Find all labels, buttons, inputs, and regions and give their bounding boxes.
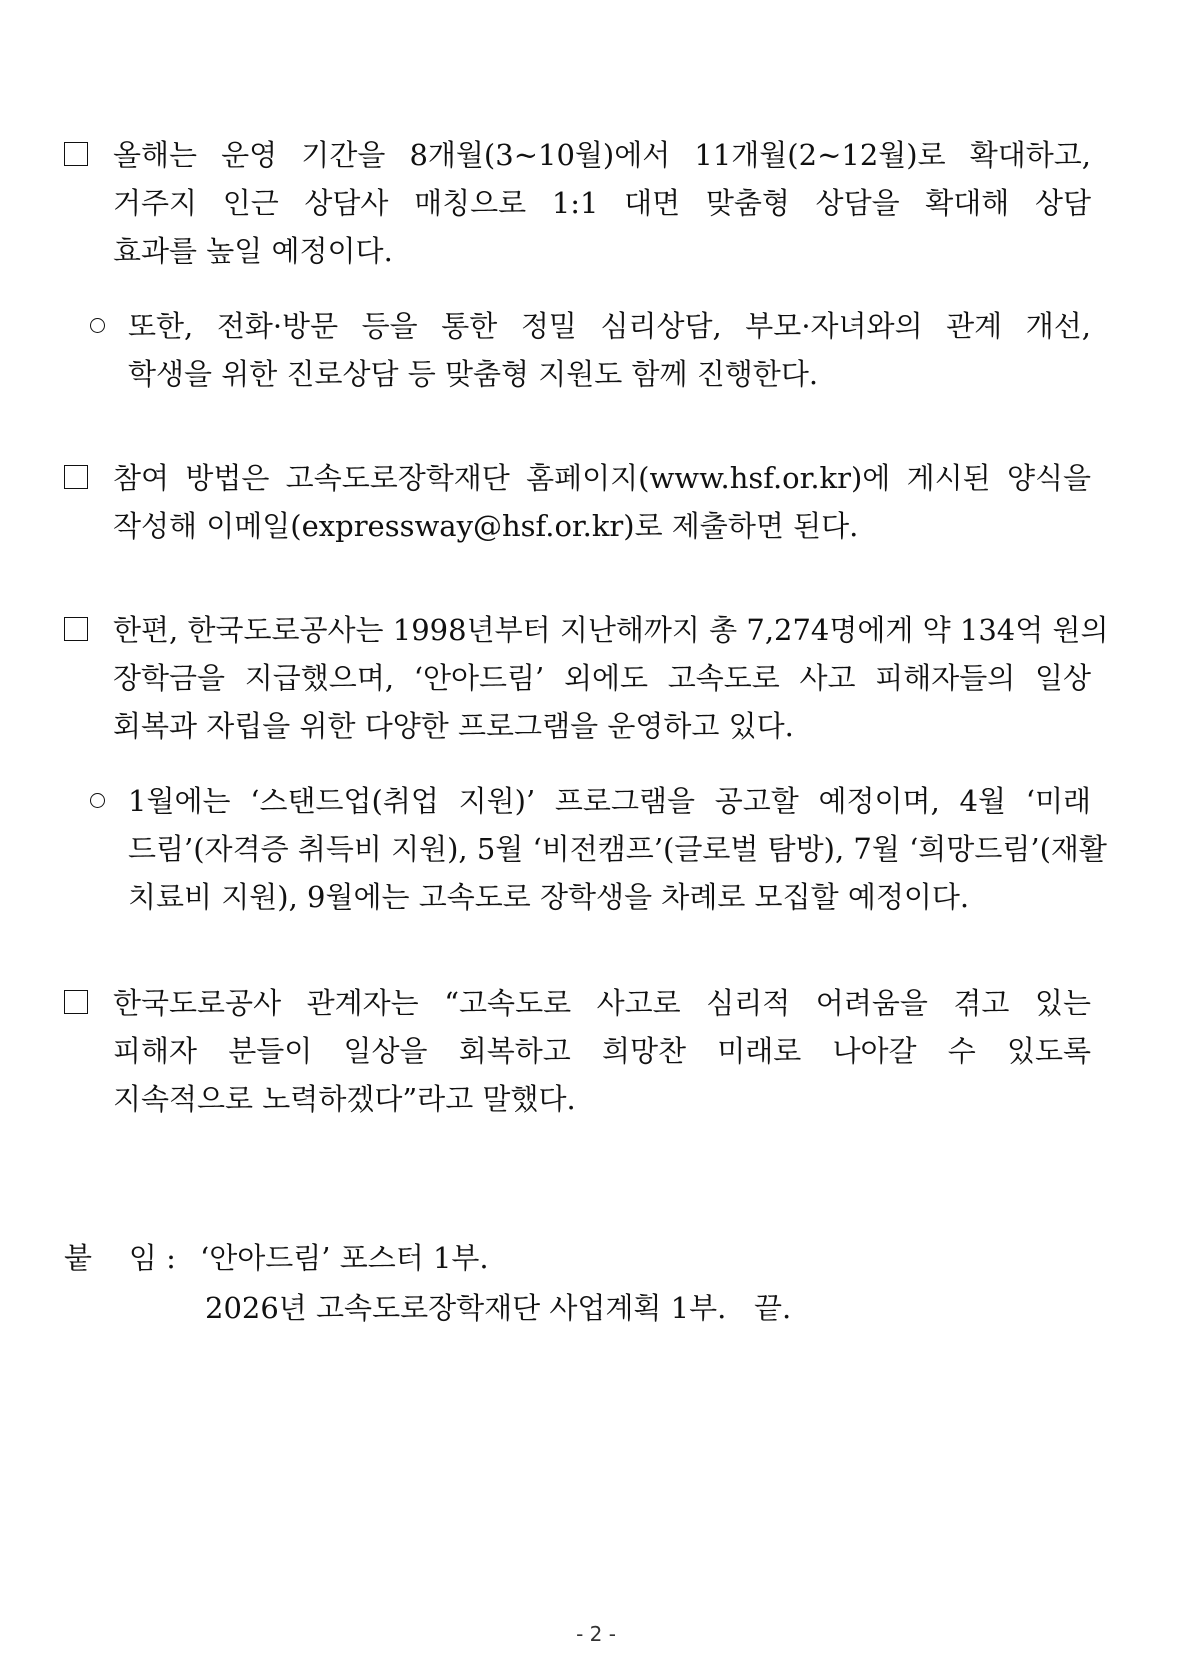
sub-paragraph-line: 1월에는 ‘스탠드업(취업 지원)’ 프로그램을 공고할 예정이며, 4월 ‘미래 — [128, 784, 1091, 818]
paragraph-line: 효과를 높일 예정이다. — [113, 234, 393, 268]
attachment-item: 2026년 고속도로장학재단 사업계획 1부. 끝. — [205, 1291, 792, 1325]
attachment-item: ‘안아드림’ 포스터 1부. — [200, 1241, 489, 1275]
paragraph-line: 거주지 인근 상담사 매칭으로 1:1 대면 맞춤형 상담을 확대해 상담 — [113, 186, 1091, 220]
paragraph-line: 참여 방법은 고속도로장학재단 홈페이지(www.hsf.or.kr)에 게시된 양식을 — [113, 461, 1091, 495]
sub-paragraph-line: 학생을 위한 진로상담 등 맞춤형 지원도 함께 진행한다. — [128, 357, 819, 391]
page-number: - 2 - — [576, 1622, 616, 1646]
sub-paragraph-line: 치료비 지원), 9월에는 고속도로 장학생을 차례로 모집할 예정이다. — [128, 880, 970, 914]
paragraph-line: 한국도로공사 관계자는 “고속도로 사고로 심리적 어려움을 겪고 있는 — [113, 986, 1091, 1020]
paragraph-line: 올해는 운영 기간을 8개월(3~10월)에서 11개월(2~12월)로 확대하고, — [113, 138, 1091, 172]
sub-paragraph-line: 또한, 전화·방문 등을 통한 정밀 심리상담, 부모·자녀와의 관계 개선, — [128, 309, 1091, 343]
paragraph-line: 회복과 자립을 위한 다양한 프로그램을 운영하고 있다. — [113, 709, 794, 743]
paragraph-line: 장학금을 지급했으며, ‘안아드림’ 외에도 고속도로 사고 피해자들의 일상 — [113, 661, 1091, 695]
paragraph-line: 한편, 한국도로공사는 1998년부터 지난해까지 총 7,274명에게 약 134억 원의 — [113, 613, 1109, 647]
sub-paragraph-line: 드림’(자격증 취득비 지원), 5월 ‘비전캠프’(글로벌 탐방), 7월 ‘희망드림’(재활 — [128, 832, 1107, 866]
paragraph-line: 지속적으로 노력하겠다”라고 말했다. — [113, 1082, 576, 1116]
checkbox-bullet — [64, 990, 88, 1014]
circle-bullet — [90, 793, 105, 808]
checkbox-bullet — [64, 465, 88, 489]
checkbox-bullet — [64, 142, 88, 166]
circle-bullet — [90, 318, 105, 333]
checkbox-bullet — [64, 617, 88, 641]
paragraph-line: 피해자 분들이 일상을 회복하고 희망찬 미래로 나아갈 수 있도록 — [113, 1034, 1091, 1068]
attachment-label: 붙 임 : — [64, 1241, 176, 1275]
paragraph-line: 작성해 이메일(expressway@hsf.or.kr)로 제출하면 된다. — [113, 509, 859, 543]
